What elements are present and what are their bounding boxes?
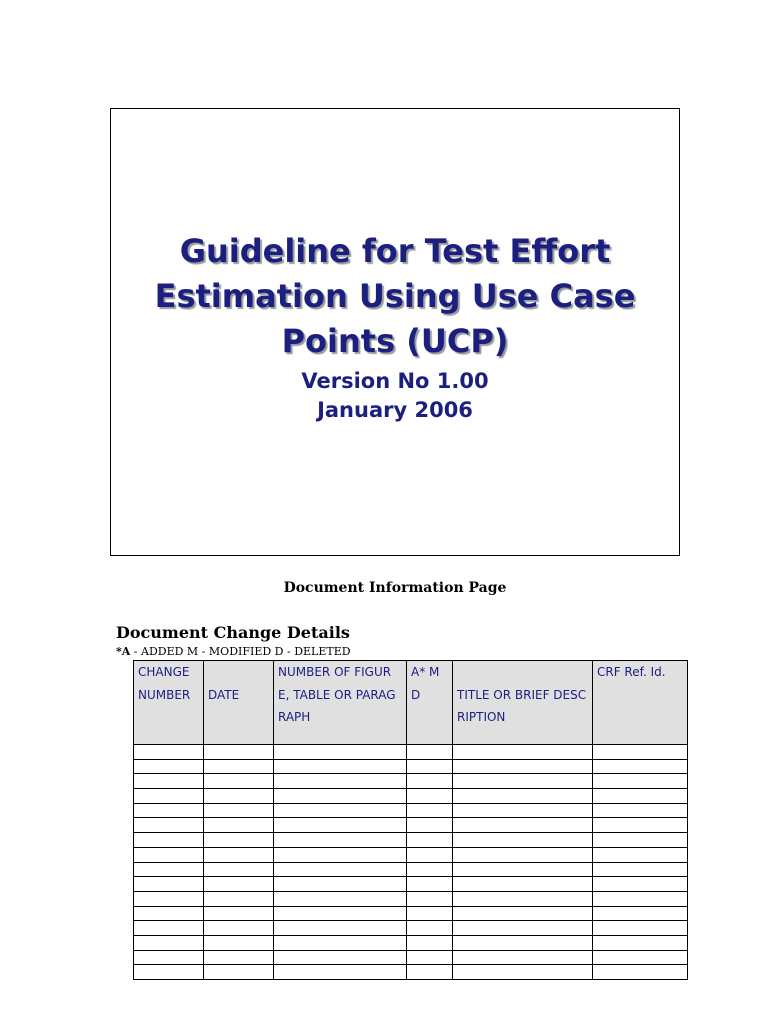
table-cell	[453, 847, 593, 862]
table-cell	[407, 935, 453, 950]
table-cell	[407, 950, 453, 965]
table-cell	[274, 950, 407, 965]
table-row	[134, 921, 688, 936]
table-cell	[593, 935, 688, 950]
change-type-legend	[116, 645, 351, 658]
table-row	[134, 877, 688, 892]
table-cell	[204, 935, 274, 950]
col-date: DATE	[204, 661, 274, 745]
version-number: Version No 1.00	[301, 369, 489, 393]
table-cell	[274, 921, 407, 936]
table-cell	[204, 891, 274, 906]
table-cell	[453, 921, 593, 936]
table-cell	[204, 774, 274, 789]
table-cell	[593, 818, 688, 833]
table-row	[134, 847, 688, 862]
table-cell	[274, 847, 407, 862]
table-cell	[134, 891, 204, 906]
table-cell	[453, 965, 593, 980]
table-cell	[593, 789, 688, 804]
table-cell	[274, 891, 407, 906]
title-line-3: Points (UCP)	[281, 322, 509, 360]
table-cell	[407, 745, 453, 760]
cover-frame	[110, 108, 680, 556]
table-row	[134, 862, 688, 877]
table-cell	[407, 789, 453, 804]
table-cell	[593, 921, 688, 936]
table-cell	[204, 921, 274, 936]
table-cell	[407, 891, 453, 906]
table-row	[134, 789, 688, 804]
table-cell	[593, 862, 688, 877]
table-cell	[204, 877, 274, 892]
table-cell	[134, 818, 204, 833]
table-cell	[453, 950, 593, 965]
table-cell	[274, 759, 407, 774]
table-cell	[134, 774, 204, 789]
table-row	[134, 774, 688, 789]
table-cell	[407, 759, 453, 774]
table-cell	[407, 803, 453, 818]
table-cell	[204, 759, 274, 774]
table-cell	[453, 877, 593, 892]
table-cell	[134, 965, 204, 980]
table-cell	[407, 818, 453, 833]
table-cell	[593, 891, 688, 906]
table-header-row	[134, 661, 688, 745]
table-row	[134, 965, 688, 980]
table-row	[134, 935, 688, 950]
table-cell	[134, 789, 204, 804]
table-cell	[453, 833, 593, 848]
table-cell	[134, 803, 204, 818]
table-cell	[204, 906, 274, 921]
table-cell	[274, 965, 407, 980]
document-title	[111, 229, 679, 364]
col-change-type: A* M D	[407, 661, 453, 745]
table-row	[134, 833, 688, 848]
change-details-heading: Document Change Details	[116, 623, 350, 642]
table-cell	[204, 950, 274, 965]
table-cell	[593, 803, 688, 818]
table-cell	[453, 759, 593, 774]
table-cell	[593, 745, 688, 760]
publish-date: January 2006	[317, 398, 473, 422]
table-row	[134, 906, 688, 921]
table-cell	[593, 847, 688, 862]
table-cell	[593, 950, 688, 965]
table-cell	[453, 935, 593, 950]
table-cell	[407, 862, 453, 877]
table-cell	[407, 774, 453, 789]
table-cell	[274, 906, 407, 921]
table-cell	[204, 862, 274, 877]
col-crf-ref: CRF Ref. Id.	[593, 661, 688, 745]
table-cell	[593, 833, 688, 848]
table-cell	[593, 906, 688, 921]
table-cell	[407, 877, 453, 892]
table-cell	[134, 921, 204, 936]
table-cell	[593, 877, 688, 892]
table-row	[134, 759, 688, 774]
table-cell	[453, 789, 593, 804]
table-cell	[407, 965, 453, 980]
table-cell	[274, 935, 407, 950]
table-cell	[453, 818, 593, 833]
table-cell	[204, 965, 274, 980]
table-cell	[407, 906, 453, 921]
table-cell	[453, 906, 593, 921]
table-cell	[274, 862, 407, 877]
table-cell	[453, 803, 593, 818]
table-cell	[134, 935, 204, 950]
table-cell	[134, 877, 204, 892]
legend-text: - ADDED M - MODIFIED D - DELETED	[130, 645, 351, 658]
table-cell	[274, 789, 407, 804]
title-line-1: Guideline for Test Effort	[179, 232, 611, 270]
col-title-description: TITLE OR BRIEF DESCRIPTION	[453, 661, 593, 745]
col-figure-table-paragraph: NUMBER OF FIGURE, TABLE OR PARAGRAPH	[274, 661, 407, 745]
table-cell	[204, 789, 274, 804]
table-cell	[204, 847, 274, 862]
table-cell	[453, 862, 593, 877]
table-cell	[593, 774, 688, 789]
table-cell	[274, 774, 407, 789]
table-cell	[134, 950, 204, 965]
table-cell	[453, 891, 593, 906]
table-cell	[274, 803, 407, 818]
table-cell	[453, 774, 593, 789]
table-cell	[134, 745, 204, 760]
table-cell	[204, 818, 274, 833]
table-row	[134, 803, 688, 818]
info-page-heading: Document Information Page	[283, 580, 507, 596]
table-cell	[204, 745, 274, 760]
title-line-2: Estimation Using Use Case	[154, 277, 636, 315]
table-cell	[274, 745, 407, 760]
table-cell	[134, 847, 204, 862]
table-cell	[274, 833, 407, 848]
table-cell	[134, 862, 204, 877]
table-row	[134, 891, 688, 906]
table-row	[134, 950, 688, 965]
table-cell	[593, 965, 688, 980]
table-cell	[204, 803, 274, 818]
table-cell	[453, 745, 593, 760]
table-cell	[407, 847, 453, 862]
col-change-number: CHANGE NUMBER	[134, 661, 204, 745]
table-cell	[134, 906, 204, 921]
table-cell	[134, 759, 204, 774]
table-cell	[407, 833, 453, 848]
table-cell	[593, 759, 688, 774]
table-cell	[274, 877, 407, 892]
table-row	[134, 745, 688, 760]
table-cell	[407, 921, 453, 936]
table-cell	[274, 818, 407, 833]
table-cell	[204, 833, 274, 848]
table-cell	[134, 833, 204, 848]
change-details-table	[133, 660, 688, 980]
table-row	[134, 818, 688, 833]
change-rows	[134, 745, 688, 980]
legend-prefix: *A	[116, 645, 131, 658]
